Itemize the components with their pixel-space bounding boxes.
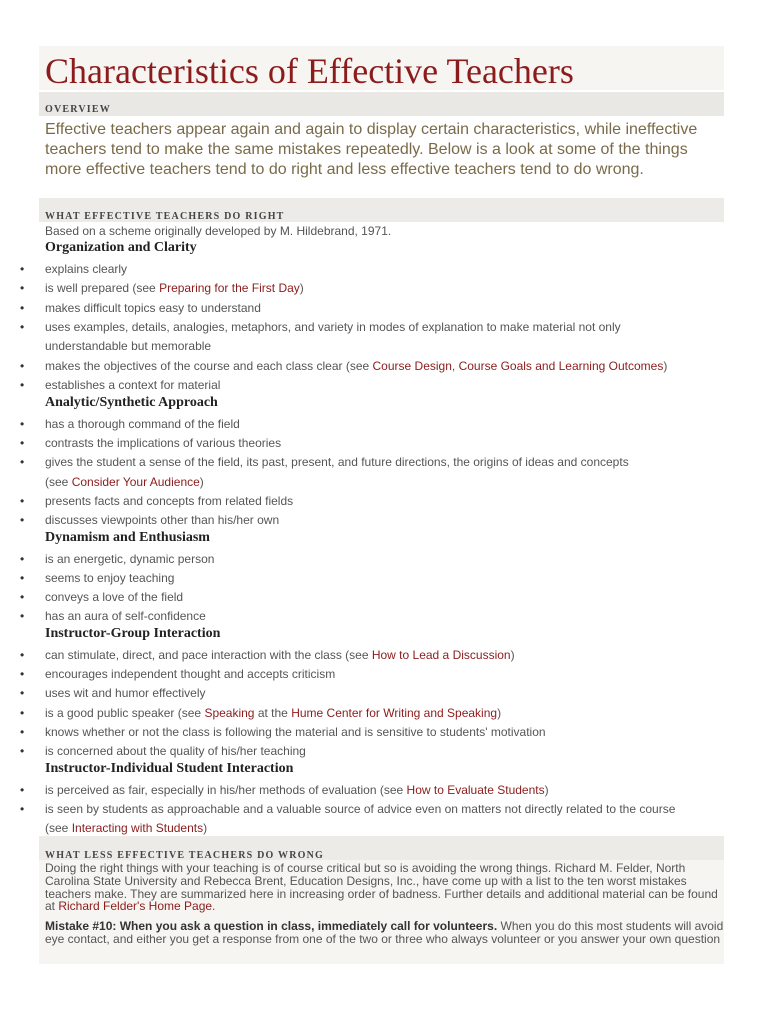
list-item: has a thorough command of the field [45,417,240,431]
overview-band [39,92,724,116]
heading-analytic: Analytic/Synthetic Approach [45,395,218,410]
list-item-continued: (see Interacting with Students) [45,821,208,835]
list-item: gives the student a sense of the field, its past, present, and future directions, the origins of ideas and concepts [45,455,629,469]
list-item: is seen by students as approachable and a valuable source of advice even on matters not directly related to the course [45,802,676,816]
bullet: • [20,320,25,334]
bullet: • [20,802,25,816]
list-item: is an energetic, dynamic person [45,552,215,566]
list-item: discusses viewpoints other than his/her own [45,513,280,527]
list-item: explains clearly [45,262,128,276]
link-lead-discussion[interactable]: How to Lead a Discussion [371,648,511,662]
bullet: • [20,744,25,758]
bullet: • [20,494,25,508]
link-evaluate-students[interactable]: How to Evaluate Students [406,783,545,797]
link-felder-home[interactable]: Richard Felder's Home Page [58,899,213,914]
link-hume-center[interactable]: Hume Center for Writing and Speaking [291,706,498,720]
mistake-10: Mistake #10: When you ask a question in class, immediately call for volunteers. When you do this most students will avoid eye contact, and either you get a response from one of the two or three who always volunteer or you answer your own question [45,919,724,946]
bullet: • [20,552,25,566]
page-title: Characteristics of Effective Teachers [45,51,574,91]
bullet: • [20,455,25,469]
list-item: uses examples, details, analogies, metaphors, and variety in modes of explanation to make material not only [45,320,621,334]
list-item: establishes a context for material [45,378,221,392]
bullet: • [20,301,25,315]
list-item: uses wit and humor effectively [45,686,206,700]
bullet: • [20,417,25,431]
link-course-design[interactable]: Course Design [372,359,452,373]
bullet: • [20,571,25,585]
link-speaking[interactable]: Speaking [204,706,255,720]
heading-group-interaction: Instructor-Group Interaction [45,626,221,641]
wrong-section-label: WHAT LESS EFFECTIVE TEACHERS DO WRONG [45,850,324,861]
list-item: makes the objectives of the course and each class clear (see Course Design, Course Goals and Learning Outcomes) [45,359,668,373]
wrong-intro-paragraph: Doing the right things with your teaching is of course critical but so is avoiding the wrong things. Richard M. Felder, North Carolina State University and Rebecca Brent, Education Designs, Inc., have come up with a list to the ten worst mistakes teachers make. They are summarized here in increasing order of badness. Further details and additional material can be found at Richard Felder's Home Page. [45,861,718,914]
bullet: • [20,648,25,662]
list-item: is well prepared (see Preparing for the First Day) [45,281,304,295]
list-item: is a good public speaker (see Speaking at the Hume Center for Writing and Speaking) [45,706,502,720]
list-item: conveys a love of the field [45,590,184,604]
link-consider-audience[interactable]: Consider Your Audience [71,475,200,489]
list-item: makes difficult topics easy to understand [45,301,261,315]
mistake-10-title: Mistake #10: When you ask a question in class, immediately call for volunteers. [45,919,498,933]
link-course-goals[interactable]: Course Goals and Learning Outcomes [458,359,664,373]
list-item: has an aura of self-confidence [45,609,206,623]
link-preparing-first-day[interactable]: Preparing for the First Day [159,281,300,295]
bullet: • [20,590,25,604]
bullet: • [20,359,25,373]
heading-dynamism: Dynamism and Enthusiasm [45,530,210,545]
bullet: • [20,783,25,797]
list-item: contrasts the implications of various theories [45,436,282,450]
list-item: presents facts and concepts from related fields [45,494,294,508]
list-item: can stimulate, direct, and pace interaction with the class (see How to Lead a Discussion) [45,648,515,662]
link-interacting-students[interactable]: Interacting with Students [71,821,204,835]
list-item: knows whether or not the class is following the material and is sensitive to students' motivation [45,725,546,739]
list-item-continued: understandable but memorable [45,339,212,353]
list-item: encourages independent thought and accepts criticism [45,667,336,681]
heading-organization: Organization and Clarity [45,240,197,255]
bullet: • [20,513,25,527]
list-item: is concerned about the quality of his/her teaching [45,744,306,758]
bullet: • [20,706,25,720]
list-item-continued: (see Consider Your Audience) [45,475,204,489]
heading-individual-interaction: Instructor-Individual Student Interaction [45,761,294,776]
list-item: seems to enjoy teaching [45,571,175,585]
bullet: • [20,436,25,450]
bullet: • [20,281,25,295]
bullet: • [20,378,25,392]
source-note: Based on a scheme originally developed by M. Hildebrand, 1971. [45,224,392,238]
bullet: • [20,609,25,623]
bullet: • [20,262,25,276]
bullet: • [20,725,25,739]
overview-label: OVERVIEW [45,104,111,115]
bullet: • [20,667,25,681]
overview-text: Effective teachers appear again and again to display certain characteristics, while ineffective teachers tend to make the same mistakes repeatedly. Below is a look at some of the things more effective teachers tend to do right and less effective teachers tend to do wrong. [45,121,698,178]
bullet: • [20,686,25,700]
list-item: is perceived as fair, especially in his/her methods of evaluation (see How to Evaluate Students) [45,783,549,797]
right-section-label: WHAT EFFECTIVE TEACHERS DO RIGHT [45,211,285,222]
